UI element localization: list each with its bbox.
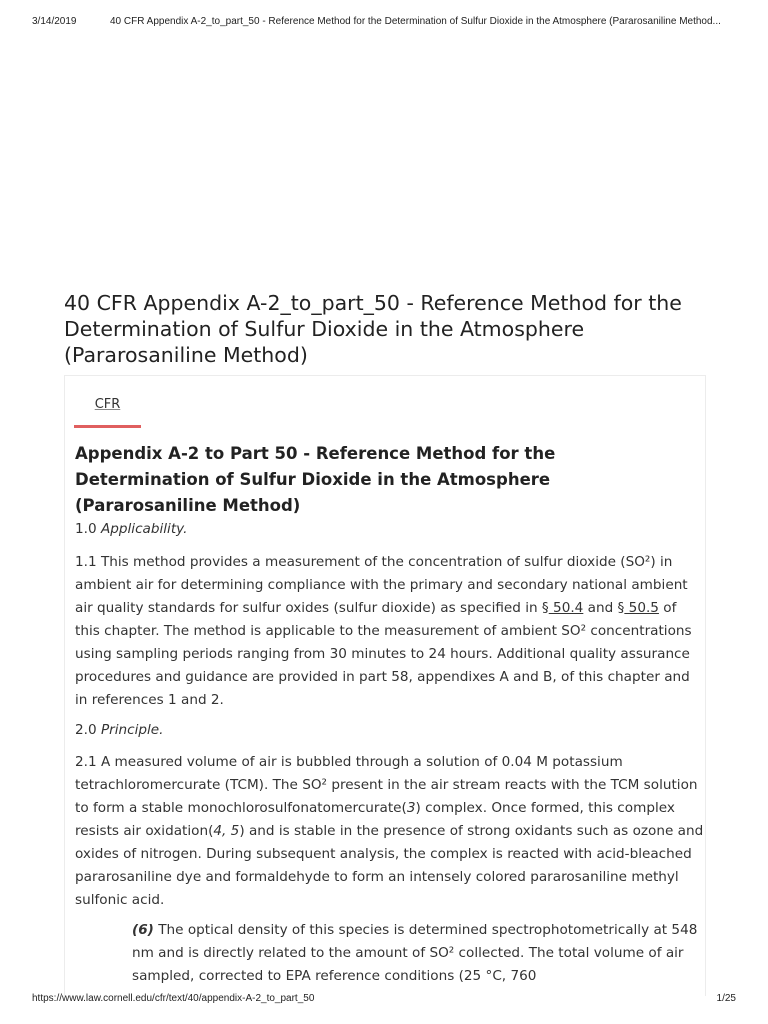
appendix-title: Appendix A-2 to Part 50 - Reference Method for the Determination of Sulfur Dioxide in the Atmosphere (Pararosaniline Method): [75, 444, 556, 515]
paragraph-1-1: [75, 551, 705, 712]
paragraph-text: ) complex. Once formed, this complex resists air oxidation(: [75, 800, 675, 839]
link-50-4[interactable]: 50.4: [548, 600, 584, 616]
paragraph-text: The optical density of this species is determined spectrophotometrically at 548 nm and is directly related to the amount of SO² collected. The total volume of air sampled, corrected to EPA reference conditions (25 °C, 760: [132, 922, 698, 984]
section-2-heading: [75, 719, 705, 742]
reference-3: 3: [406, 800, 416, 816]
reference-4-5: 4, 5: [213, 823, 240, 839]
print-footer: [32, 993, 736, 1004]
section-1-heading: [75, 518, 705, 541]
print-url: https://www.law.cornell.edu/cfr/text/40/appendix-A-2_to_part_50: [32, 993, 315, 1004]
section-number: 1.0: [75, 521, 101, 537]
print-header-title: 40 CFR Appendix A-2_to_part_50 - Reference Method for the Determination of Sulfur Dioxide in the Atmosphere (Pararosaniline Method...: [110, 16, 721, 27]
link-50-5[interactable]: 50.5: [624, 600, 659, 616]
paragraph-text: 1.1 This method provides a measurement of the concentration of sulfur dioxide (SO²) in ambient air for determining compliance with the primary and secondary national ambient air quality standards for sulfur oxides (sulfur dioxide) as specified in §: [75, 554, 688, 616]
page-number: 1/25: [716, 993, 736, 1004]
section-title: Principle.: [100, 722, 164, 738]
paragraph-text: of this chapter. The method is applicable to the measurement of ambient SO² concentrations using sampling periods ranging from 30 minutes to 24 hours. Additional quality assurance procedures and guidance are provided in part 58, appendixes A and B, of this chapter and in references 1 and 2.: [75, 600, 692, 708]
page-title: 40 CFR Appendix A-2_to_part_50 - Reference Method for the Determination of Sulfur Dioxide in the Atmosphere (Pararosaniline Method): [64, 291, 682, 367]
paragraph-text: and §: [583, 600, 625, 616]
tab-cfr[interactable]: CFR: [74, 395, 141, 428]
paragraph-2-1: [75, 751, 705, 912]
paragraph-text: 2.1 A measured volume of air is bubbled through a solution of 0.04 M potassium tetrachloromercurate (TCM). The SO² present in the air stream reacts with the TCM solution to form a stable monochlorosulfonatomercurate(: [75, 754, 698, 816]
section-number: 2.0: [75, 722, 101, 738]
paragraph-6: [132, 919, 722, 988]
print-header: [32, 16, 736, 27]
paragraph-text: ) and is stable in the presence of strong oxidants such as ozone and oxides of nitrogen. During subsequent analysis, the complex is reacted with acid-bleached pararosaniline dye and formaldehyde to form an intensely colored pararosaniline methyl sulfonic acid.: [75, 823, 704, 908]
section-title: Applicability.: [100, 521, 188, 537]
print-date: 3/14/2019: [32, 16, 77, 27]
reference-6: (6): [132, 922, 154, 938]
